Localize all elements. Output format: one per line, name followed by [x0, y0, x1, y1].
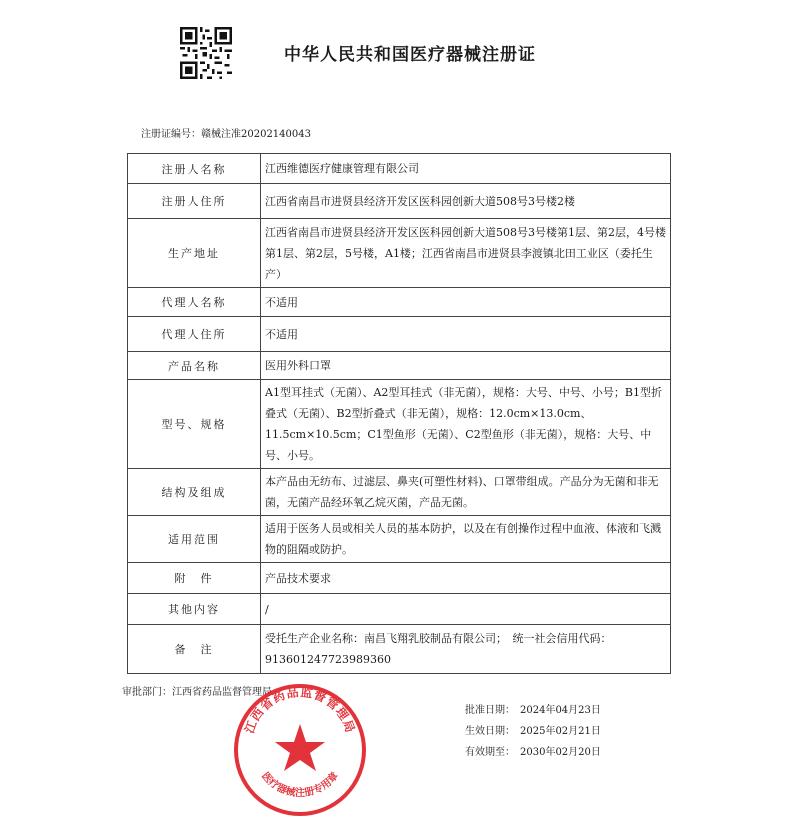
table-row — [128, 219, 671, 288]
row-label: 生产地址 — [128, 219, 261, 288]
registration-number: 注册证编号：赣械注准20202140043 — [141, 129, 311, 140]
row-label: 附 件 — [128, 563, 261, 594]
seal-bottom-text: 医疗器械注册专用章 — [259, 770, 341, 800]
row-label: 代理人住所 — [128, 317, 261, 352]
effective-date: 生效日期： 2025年02月21日 — [465, 726, 601, 737]
table-row — [128, 594, 671, 625]
row-value: 江西省南昌市进贤县经济开发区医科园创新大道508号3号楼第1层、第2层，4号楼第1层、第2层，5号楼，A1楼；江西省南昌市进贤县李渡镇北田工业区（委托生产） — [261, 219, 671, 288]
row-value: 适用于医务人员或相关人员的基本防护，以及在有创操作过程中血液、体液和飞溅物的阻隔或防护。 — [261, 516, 671, 563]
row-value: 不适用 — [261, 288, 671, 317]
row-label: 备 注 — [128, 625, 261, 674]
row-value: 医用外科口罩 — [261, 352, 671, 380]
svg-text:医疗器械注册专用章 — [259, 769, 341, 799]
table-row — [128, 288, 671, 317]
row-label: 适用范围 — [128, 516, 261, 563]
seal-top-text: 江西省药品监督管理局 — [242, 684, 358, 736]
expiry-date: 有效期至： 2030年02月20日 — [465, 747, 601, 758]
table-row — [128, 469, 671, 516]
table-row — [128, 317, 671, 352]
table-row — [128, 563, 671, 594]
row-label: 结构及组成 — [128, 469, 261, 516]
row-label: 型号、规格 — [128, 380, 261, 469]
row-value: 江西维德医疗健康管理有限公司 — [261, 154, 671, 184]
row-value: 受托生产企业名称：南昌飞翔乳胶制品有限公司； 统一社会信用代码：913601247723989360 — [261, 625, 671, 674]
row-label: 其他内容 — [128, 594, 261, 625]
table-row — [128, 516, 671, 563]
row-value: 不适用 — [261, 317, 671, 352]
row-label: 注册人名称 — [128, 154, 261, 184]
page-title: 中华人民共和国医疗器械注册证 — [284, 45, 536, 65]
table-row — [128, 625, 671, 674]
row-label: 代理人名称 — [128, 288, 261, 317]
table-row — [128, 184, 671, 219]
row-label: 产品名称 — [128, 352, 261, 380]
approval-department: 审批部门：江西省药品监督管理局 — [122, 687, 272, 698]
dates-block — [465, 700, 601, 763]
certificate-table — [127, 153, 671, 674]
row-value: A1型耳挂式（无菌）、A2型耳挂式（非无菌），规格：大号、中号、小号；B1型折叠式（无菌）、B2型折叠式（非无菌），规格：12.0cm×13.0cm、11.5cm×10.5cm；C1型鱼形（无菌）、C2型鱼形（非无菌），规格：大号、中号、小号。 — [261, 380, 671, 469]
table-row — [128, 380, 671, 469]
approval-date: 批准日期： 2024年04月23日 — [465, 705, 601, 716]
table-row — [128, 154, 671, 184]
table-row — [128, 352, 671, 380]
row-value: / — [261, 594, 671, 625]
row-value: 本产品由无纺布、过滤层、鼻夹(可塑性材料)、口罩带组成。产品分为无菌和非无菌，无菌产品经环氧乙烷灭菌，产品无菌。 — [261, 469, 671, 516]
official-seal-icon — [230, 680, 370, 820]
row-value: 产品技术要求 — [261, 563, 671, 594]
row-label: 注册人住所 — [128, 184, 261, 219]
row-value: 江西省南昌市进贤县经济开发区医科园创新大道508号3号楼2楼 — [261, 184, 671, 219]
